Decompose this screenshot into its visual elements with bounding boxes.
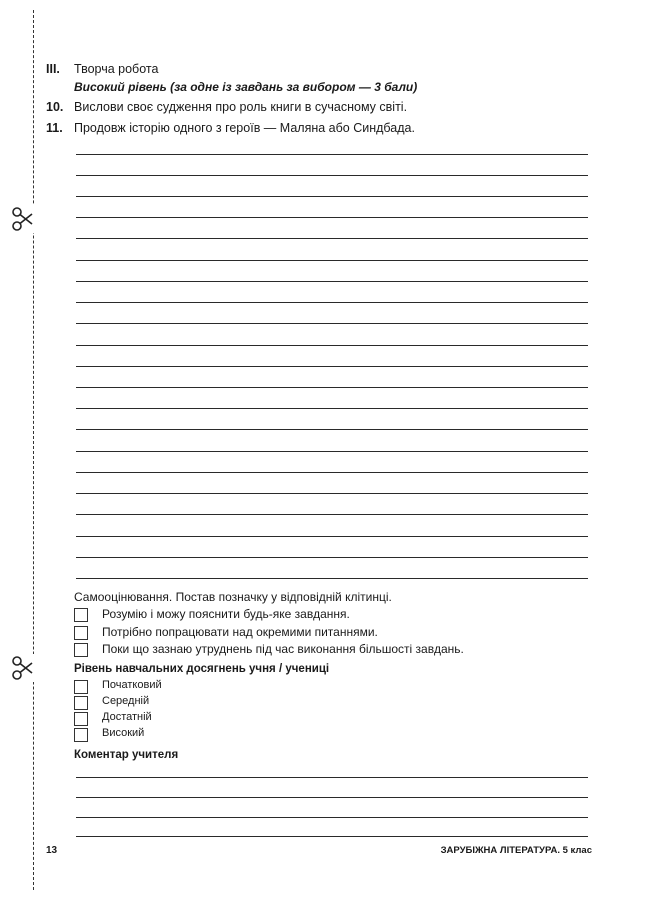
task-item	[46, 121, 415, 135]
answer-line[interactable]	[76, 493, 588, 494]
scissors-icon	[10, 205, 34, 233]
option-label: Високий	[102, 727, 145, 739]
scissors-icon	[10, 654, 34, 682]
level-note: Високий рівень (за одне із завдань за вибором — 3 бали)	[74, 80, 418, 94]
answer-line[interactable]	[76, 578, 588, 579]
answer-line[interactable]	[76, 536, 588, 537]
checkbox[interactable]	[74, 626, 88, 640]
self-assessment-title: Самооцінювання. Постав позначку у відповідній клітинці.	[74, 590, 392, 604]
task-item	[46, 100, 407, 114]
comment-line[interactable]	[76, 777, 588, 778]
answer-line[interactable]	[76, 408, 588, 409]
book-title: ЗАРУБІЖНА ЛІТЕРАТУРА. 5 клас	[440, 845, 592, 856]
section-title: Творча робота	[74, 62, 159, 76]
answer-line[interactable]	[76, 387, 588, 388]
cut-line	[33, 10, 34, 890]
task-number: 10.	[46, 100, 64, 114]
answer-line[interactable]	[76, 154, 588, 155]
task-text: Продовж історію одного з героїв — Маляна або Синдбада.	[74, 121, 415, 135]
answer-line[interactable]	[76, 366, 588, 367]
teacher-comment-title: Коментар учителя	[74, 749, 179, 761]
checkbox[interactable]	[74, 696, 88, 710]
answer-line[interactable]	[76, 217, 588, 218]
answer-line[interactable]	[76, 260, 588, 261]
checkbox[interactable]	[74, 608, 88, 622]
comment-line[interactable]	[76, 797, 588, 798]
achievement-title: Рівень навчальних досягнень учня / учениці	[74, 663, 330, 675]
option-label: Достатній	[102, 711, 152, 723]
answer-line[interactable]	[76, 302, 588, 303]
answer-line[interactable]	[76, 196, 588, 197]
answer-line[interactable]	[76, 345, 588, 346]
answer-line[interactable]	[76, 557, 588, 558]
option-label: Середній	[102, 695, 150, 707]
answer-line[interactable]	[76, 514, 588, 515]
option-label: Потрібно попрацювати над окремими питаннями.	[102, 625, 378, 639]
answer-line[interactable]	[76, 323, 588, 324]
page-number: 13	[46, 845, 58, 856]
comment-line[interactable]	[76, 836, 588, 837]
checkbox[interactable]	[74, 643, 88, 657]
task-text: Вислови своє судження про роль книги в сучасному світі.	[74, 100, 408, 114]
checkbox[interactable]	[74, 728, 88, 742]
answer-line[interactable]	[76, 429, 588, 430]
checkbox[interactable]	[74, 712, 88, 726]
answer-line[interactable]	[76, 451, 588, 452]
option-label: Початковий	[102, 679, 162, 691]
task-number: 11.	[46, 121, 63, 135]
checkbox[interactable]	[74, 680, 88, 694]
option-label: Розумію і можу пояснити будь-яке завдання.	[102, 607, 350, 621]
answer-line[interactable]	[76, 281, 588, 282]
section-number: III.	[46, 62, 60, 76]
answer-line[interactable]	[76, 472, 588, 473]
option-label: Поки що зазнаю утруднень під час виконання більшості завдань.	[102, 642, 464, 656]
answer-line[interactable]	[76, 238, 588, 239]
comment-line[interactable]	[76, 817, 588, 818]
answer-line[interactable]	[76, 175, 588, 176]
